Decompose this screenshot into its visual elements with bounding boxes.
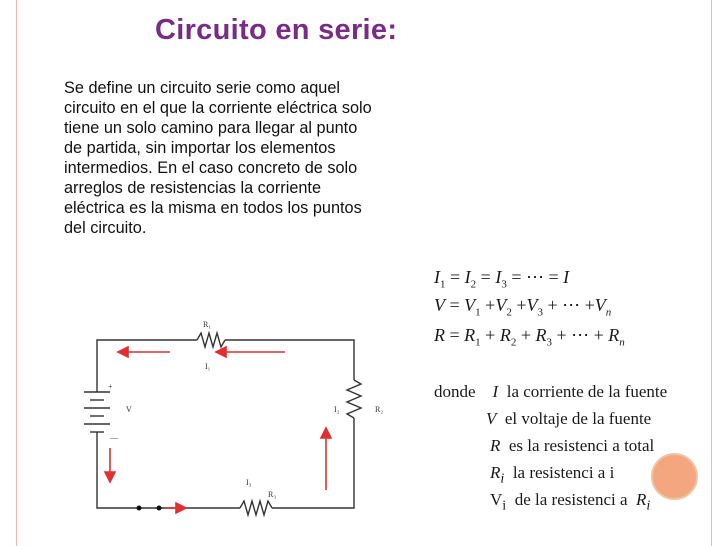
current-arrowhead <box>176 503 186 513</box>
slide-title: Circuito en serie: <box>155 14 398 46</box>
battery-minus-label: — <box>110 433 118 442</box>
definition-resistance-i: $R_i$ la resistenci a i <box>490 463 615 487</box>
current-arrowhead <box>105 472 115 482</box>
resistor-r2 <box>347 380 361 418</box>
paragraph-line: intermedios. En el caso concreto de solo <box>64 159 358 177</box>
equation-voltages: $V = V_1 +V_2 +V_3$ + ⋯ $+V_n$ <box>434 295 612 319</box>
wire-top-right <box>225 340 354 380</box>
paragraph-line: arreglos de resistencias la corriente <box>64 179 322 197</box>
definition-total-resistance: R es la resistenci a total <box>490 436 655 455</box>
paragraph-line: de partida, sin importar los elementos <box>64 139 336 157</box>
i1-label: I₁ <box>205 362 211 371</box>
i3-label: I₃ <box>246 478 252 487</box>
equation-currents: $I_1 = I_2 = I_3$ = ⋯ = I <box>434 267 570 291</box>
node-dot <box>157 506 162 511</box>
definition-voltage-i: $V_i$ de la resistenci a $R_i$ <box>490 490 651 514</box>
paragraph-line: eléctrica es la misma en todos los puntos <box>64 199 362 217</box>
r3-label: R₃ <box>268 490 277 499</box>
wire-top <box>97 340 197 375</box>
resistor-r1 <box>197 333 225 347</box>
wire-bottom <box>97 432 240 508</box>
current-arrowhead <box>118 347 128 357</box>
definition-current: donde I la corriente de la fuente <box>434 382 668 401</box>
resistor-r3 <box>240 501 272 515</box>
current-arrowhead <box>321 428 331 438</box>
i2-label: I₂ <box>334 405 340 414</box>
definition-voltage: V el voltaje de la fuente <box>486 409 652 428</box>
current-arrowhead <box>216 347 226 357</box>
node-dot <box>137 506 142 511</box>
battery-plus-label: + <box>108 382 113 391</box>
wire-right <box>272 418 354 508</box>
r1-label: R₁ <box>203 320 212 329</box>
paragraph-line: del circuito. <box>64 219 147 237</box>
r2-label: R₂ <box>375 405 384 414</box>
paragraph-line: circuito en el que la corriente eléctrica solo <box>64 99 372 117</box>
paragraph-line: Se define un circuito serie como aquel <box>64 79 341 97</box>
voltage-label: V <box>126 405 132 414</box>
decorative-circle <box>651 453 698 500</box>
paragraph-line: tiene un solo camino para llegar al punto <box>64 119 358 137</box>
equation-resistances: $R = R_1 + R_2 + R_3$ + ⋯ + $R_n$ <box>434 325 625 349</box>
